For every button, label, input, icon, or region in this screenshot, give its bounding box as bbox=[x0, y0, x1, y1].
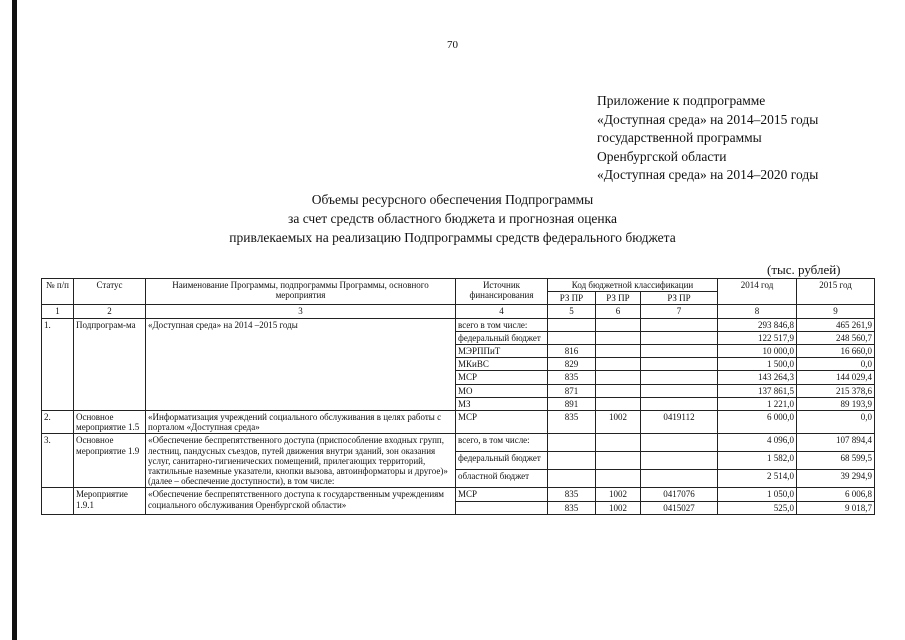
header-rz: РЗ ПР bbox=[548, 292, 596, 305]
row-code-2: 1002 bbox=[596, 488, 641, 501]
row-code-1 bbox=[548, 434, 596, 452]
column-number: 8 bbox=[718, 305, 797, 318]
row-2015: 248 560,7 bbox=[797, 331, 875, 344]
row-2014: 4 096,0 bbox=[718, 434, 797, 452]
row-code-2 bbox=[596, 371, 641, 384]
row-num: 3. bbox=[42, 434, 74, 488]
row-2014: 293 846,8 bbox=[718, 318, 797, 331]
row-2015: 68 599,5 bbox=[797, 452, 875, 470]
table-row bbox=[42, 434, 875, 452]
row-num: 1. bbox=[42, 318, 74, 410]
table-row bbox=[42, 488, 875, 501]
row-status: Мероприятие 1.9.1 bbox=[74, 488, 146, 514]
row-code-3 bbox=[641, 331, 718, 344]
row-2015: 16 660,0 bbox=[797, 345, 875, 358]
column-number: 2 bbox=[74, 305, 146, 318]
header-rz: РЗ ПР bbox=[596, 292, 641, 305]
row-code-3: 0419112 bbox=[641, 411, 718, 434]
row-2014: 122 517,9 bbox=[718, 331, 797, 344]
document-title bbox=[0, 190, 905, 247]
appendix-line: Оренбургской области bbox=[597, 148, 727, 164]
row-status: Подпрограм-ма bbox=[74, 318, 146, 410]
row-code-1: 871 bbox=[548, 384, 596, 397]
row-source: федеральный бюджет bbox=[456, 452, 548, 470]
header-name: Наименование Программы, подпрограммы Программы, основного мероприятия bbox=[146, 279, 456, 305]
appendix-note bbox=[597, 92, 818, 185]
row-source: МСР bbox=[456, 411, 548, 434]
page-number: 70 bbox=[447, 39, 458, 51]
funding-table bbox=[41, 278, 875, 515]
row-2014: 1 582,0 bbox=[718, 452, 797, 470]
row-2015: 6 006,8 bbox=[797, 488, 875, 501]
title-line: Объемы ресурсного обеспечения Подпрограммы bbox=[311, 192, 594, 207]
row-2014: 1 221,0 bbox=[718, 397, 797, 410]
column-number: 3 bbox=[146, 305, 456, 318]
row-2015: 0,0 bbox=[797, 411, 875, 434]
column-number: 9 bbox=[797, 305, 875, 318]
row-2015: 9 018,7 bbox=[797, 501, 875, 514]
row-name: «Обеспечение беспрепятственного доступа (приспособление входных групп, лестниц, пандусных съездов, путей движения внутри зданий, зон оказания услуг, санитарно-гигиенических помещений, прилегающих территорий, тактильные наземные указатели, кнопки вызова, автоинформаторы и другое)» (далее – обеспечение доступности), в том числе: bbox=[146, 434, 456, 488]
row-code-2 bbox=[596, 452, 641, 470]
column-number: 4 bbox=[456, 305, 548, 318]
row-code-1: 835 bbox=[548, 371, 596, 384]
column-number: 7 bbox=[641, 305, 718, 318]
row-2014: 143 264,3 bbox=[718, 371, 797, 384]
row-2015: 89 193,9 bbox=[797, 397, 875, 410]
title-line: привлекаемых на реализацию Подпрограммы средств федерального бюджета bbox=[229, 230, 676, 245]
row-source: МСР bbox=[456, 488, 548, 501]
row-code-2 bbox=[596, 384, 641, 397]
row-code-3 bbox=[641, 345, 718, 358]
row-code-1 bbox=[548, 318, 596, 331]
row-source: всего в том числе: bbox=[456, 318, 548, 331]
header-2014: 2014 год bbox=[718, 279, 797, 305]
row-code-1: 835 bbox=[548, 501, 596, 514]
appendix-line: «Доступная среда» на 2014–2015 годы bbox=[597, 111, 819, 127]
row-2014: 6 000,0 bbox=[718, 411, 797, 434]
row-code-1 bbox=[548, 331, 596, 344]
row-status: Основное мероприятие 1.9 bbox=[74, 434, 146, 488]
row-name: «Доступная среда» на 2014 –2015 годы bbox=[146, 318, 456, 410]
header-code-group: Код бюджетной классификации bbox=[548, 279, 718, 292]
appendix-line: государственной программы bbox=[597, 130, 762, 145]
row-code-2 bbox=[596, 345, 641, 358]
units-label: (тыс. рублей) bbox=[767, 262, 841, 277]
row-source: МСР bbox=[456, 371, 548, 384]
column-number: 1 bbox=[42, 305, 74, 318]
row-code-3 bbox=[641, 318, 718, 331]
row-code-3: 0417076 bbox=[641, 488, 718, 501]
row-2014: 10 000,0 bbox=[718, 345, 797, 358]
row-code-1 bbox=[548, 452, 596, 470]
row-code-3 bbox=[641, 371, 718, 384]
row-code-3 bbox=[641, 452, 718, 470]
header-num: № п/п bbox=[42, 279, 74, 305]
appendix-line: Приложение к подпрограмме bbox=[597, 93, 766, 108]
row-status: Основное мероприятие 1.5 bbox=[74, 411, 146, 434]
appendix-line: «Доступная среда» на 2014–2020 годы bbox=[597, 167, 819, 182]
row-code-1: 816 bbox=[548, 345, 596, 358]
row-2015: 39 294,9 bbox=[797, 470, 875, 488]
row-code-3 bbox=[641, 434, 718, 452]
header-status: Статус bbox=[74, 279, 146, 305]
table-row bbox=[42, 318, 875, 331]
row-2014: 525,0 bbox=[718, 501, 797, 514]
row-code-1: 829 bbox=[548, 358, 596, 371]
row-code-1: 835 bbox=[548, 488, 596, 501]
row-code-2: 1002 bbox=[596, 501, 641, 514]
row-num bbox=[42, 488, 74, 514]
row-code-2 bbox=[596, 331, 641, 344]
row-code-3 bbox=[641, 397, 718, 410]
row-2015: 107 894,4 bbox=[797, 434, 875, 452]
row-2015: 465 261,9 bbox=[797, 318, 875, 331]
row-source: всего, в том числе: bbox=[456, 434, 548, 452]
row-source: областной бюджет bbox=[456, 470, 548, 488]
row-code-2 bbox=[596, 434, 641, 452]
header-row bbox=[42, 279, 875, 292]
row-2015: 215 378,6 bbox=[797, 384, 875, 397]
row-source bbox=[456, 501, 548, 514]
row-code-1: 835 bbox=[548, 411, 596, 434]
column-number: 5 bbox=[548, 305, 596, 318]
row-source: МО bbox=[456, 384, 548, 397]
page-edge-bar bbox=[12, 0, 17, 640]
header-2015: 2015 год bbox=[797, 279, 875, 305]
column-number-row bbox=[42, 305, 875, 318]
row-name: «Информатизация учреждений социального обслуживания в целях работы с порталом «Доступная среда» bbox=[146, 411, 456, 434]
row-source: МКиВС bbox=[456, 358, 548, 371]
row-2015: 0,0 bbox=[797, 358, 875, 371]
row-num: 2. bbox=[42, 411, 74, 434]
row-code-3 bbox=[641, 470, 718, 488]
table-row bbox=[42, 411, 875, 434]
column-number: 6 bbox=[596, 305, 641, 318]
row-source: федеральный бюджет bbox=[456, 331, 548, 344]
row-name: «Обеспечение беспрепятственного доступа к государственным учреждениям социального обслуживания Оренбургской области» bbox=[146, 488, 456, 514]
header-rz: РЗ ПР bbox=[641, 292, 718, 305]
row-code-1: 891 bbox=[548, 397, 596, 410]
row-code-2 bbox=[596, 318, 641, 331]
row-2014: 1 050,0 bbox=[718, 488, 797, 501]
row-code-3 bbox=[641, 358, 718, 371]
row-code-2: 1002 bbox=[596, 411, 641, 434]
row-code-2 bbox=[596, 358, 641, 371]
title-line: за счет средств областного бюджета и прогнозная оценка bbox=[288, 211, 617, 226]
row-code-2 bbox=[596, 470, 641, 488]
row-source: МЭРППиТ bbox=[456, 345, 548, 358]
row-2014: 2 514,0 bbox=[718, 470, 797, 488]
row-2014: 1 500,0 bbox=[718, 358, 797, 371]
row-2014: 137 861,5 bbox=[718, 384, 797, 397]
row-code-2 bbox=[596, 397, 641, 410]
row-code-3: 0415027 bbox=[641, 501, 718, 514]
row-source: МЗ bbox=[456, 397, 548, 410]
header-source: Источник финансирования bbox=[456, 279, 548, 305]
row-2015: 144 029,4 bbox=[797, 371, 875, 384]
row-code-3 bbox=[641, 384, 718, 397]
row-code-1 bbox=[548, 470, 596, 488]
